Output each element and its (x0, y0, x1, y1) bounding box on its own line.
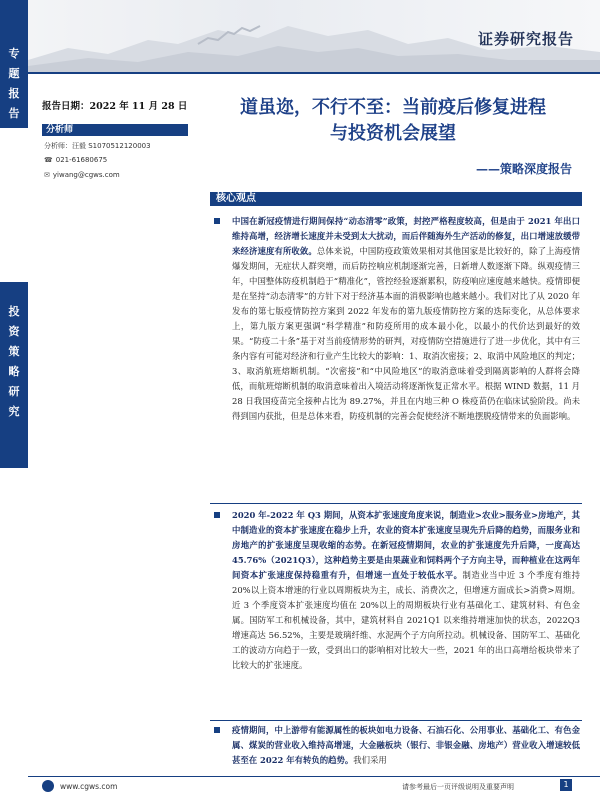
sidebar-char: 题 (8, 67, 20, 80)
disclaimer-note: 请参考最后一页评级说明及重要声明 (402, 783, 514, 791)
report-subtitle: ——策略深度报告 (475, 162, 572, 176)
paragraph-text: 制造业当中近 3 个季度有维持 20%以上资本增速的行业以周期板块为主，成长、消费次之，但增速方面成长>消费>周期。近 3 个季度资本扩张速度均值在 20%以上的周期板块行业有基础化工、建筑材料、有色金属。国防军工和机械设备，其中，建筑材料自 2021Q1 以来维持增速加快的状态，2022Q3 增速高达 56.52%，主要是玻璃纤维、水泥两个子方向所拉动。机械设备、国防军工、基础化工的波动方向趋于一致，受到出口的影响相对比较大一些，2021 年的出口高增给板块带来了比较大的扩张速度。 (232, 570, 581, 670)
sidebar-char: 专 (8, 47, 20, 60)
square-bullet-icon (214, 218, 220, 224)
core-paragraph (214, 214, 580, 424)
footer-divider (28, 776, 600, 777)
core-paragraph (214, 723, 580, 768)
paragraph-text: 总体来说，中国防疫政策效果相对其他国家是比较好的，除了上海疫情爆发期间，无症状人群突增，而后防控响应机制逐渐完善，日新增人数逐渐下降。纵观疫情三年，中国整体防疫机制趋于“精准化”，管控经验逐渐累积，防疫响应速度越来越快。疫情即便是在坚持“动态清零”的方针下对于经济基本面的消极影响也越来越小。我们对比了从 2020 年发布的第七版疫情防控方案到 2022 年发布的第九版疫情防控方案的迭际变化，从总体要求上，第九版方案更强调“科学精准”和防疫所用的成本最小化，以最小的代价达到最好的效果。“防疫二十条”基于对当前疫情形势的研判，对疫情防空措施进行了进一步优化，其中有三条内容有可能对经济和行业产生比较大的影响：1、取消次密接；2、取消中风险地区的判定；3、取消航班熔断机制。“次密接”和“中风险地区”的取消意味着受到隔离影响的人群将会降低，而航班熔断机制的取消意味着出入境活动将逐渐恢复正常水平。根据 WIND 数据，11 月 28 日我国疫苗完全接种占比为 89.27%，并且在内地三种 O 株疫苗仍在临床试验阶段。尚未得到国内获批，但是总体来看，防疫机制的完善会促使经济不断地摆脱疫情带来的负面影响。 (232, 246, 580, 421)
sidebar-char: 略 (8, 365, 20, 378)
footer-url: www.cgws.com (60, 782, 118, 791)
sidebar-char: 报 (8, 87, 20, 100)
phone-icon: ☎ (44, 156, 53, 164)
analyst-email-row (44, 171, 120, 179)
report-title-line1: 道虽迩，不行不至：当前疫后修复进程 (240, 97, 546, 118)
sidebar-char: 资 (8, 325, 20, 338)
analyst-phone-row (44, 156, 107, 164)
paragraph-divider (210, 720, 582, 721)
sidebar-section-tag (0, 282, 28, 468)
analyst-phone: 021-61680675 (55, 156, 108, 164)
core-views-header (210, 192, 582, 206)
analyst-section-label: 分析师 (46, 125, 74, 135)
company-logo-icon (42, 780, 54, 792)
square-bullet-icon (214, 727, 220, 733)
paragraph-divider (210, 503, 582, 504)
sidebar-char: 研 (8, 385, 20, 398)
paragraph-bold: 2020 年-2022 年 Q3 期间，从资本扩张速度角度来说，制造业>农业>服务业>房地产，其中制造业的资本扩张速度在稳步上升，农业的资本扩张速度呈现先升后降的趋势，而服务业和房地产的扩张速度呈现收缩的态势。在新冠疫情期间，农业的扩张速度先升后降，一度高达 45.76%（2021Q3），这种趋势主要是由果蔬业和饲料两个子方向主导，而种植业在这两年间资本扩张速度保持稳重有升，但增速一直处于较低水平。 (232, 510, 580, 580)
page-number: 1 (560, 779, 572, 791)
sidebar-char: 告 (8, 107, 20, 120)
analyst-email: yiwang@cgws.com (52, 171, 120, 179)
core-paragraph (214, 508, 580, 673)
sidebar-char: 投 (8, 305, 20, 318)
sidebar-char: 策 (8, 345, 20, 358)
core-views-label: 核心观点 (216, 193, 256, 204)
page-header (28, 0, 600, 72)
paragraph-bold: 疫情期间，中上游带有能源属性的板块如电力设备、石油石化、公用事业、基础化工、有色金属、煤炭的营业收入维持高增速，大金融板块（银行、非银金融、房地产）营业收入增速较低甚至在 2022 年有转负的趋势。 (232, 725, 580, 765)
square-bullet-icon (214, 512, 220, 518)
report-title-line2: 与投资机会展望 (330, 123, 456, 144)
mail-icon: ✉ (44, 171, 50, 179)
paragraph-text: 我们采用 (353, 755, 387, 765)
report-date: 报告日期：2022 年 11 月 28 日 (42, 101, 188, 112)
analyst-name: 分析师：汪毅 S1070512120003 (44, 142, 151, 150)
sidebar-category-tag (0, 0, 28, 128)
analyst-section-header (42, 124, 188, 136)
sidebar-char: 究 (8, 405, 20, 418)
header-divider (28, 72, 600, 74)
report-type-title: 证券研究报告 (477, 30, 574, 48)
paragraph-bold: 中国在新冠疫情进行期间保持“动态清零”政策，封控严格程度较高，但是由于 2021 年出口维持高增，经济增长速度并未受到太大扰动，而后伴随海外生产活动的修复，出口增速放缓带来经济速度有所收敛。 (232, 216, 580, 256)
